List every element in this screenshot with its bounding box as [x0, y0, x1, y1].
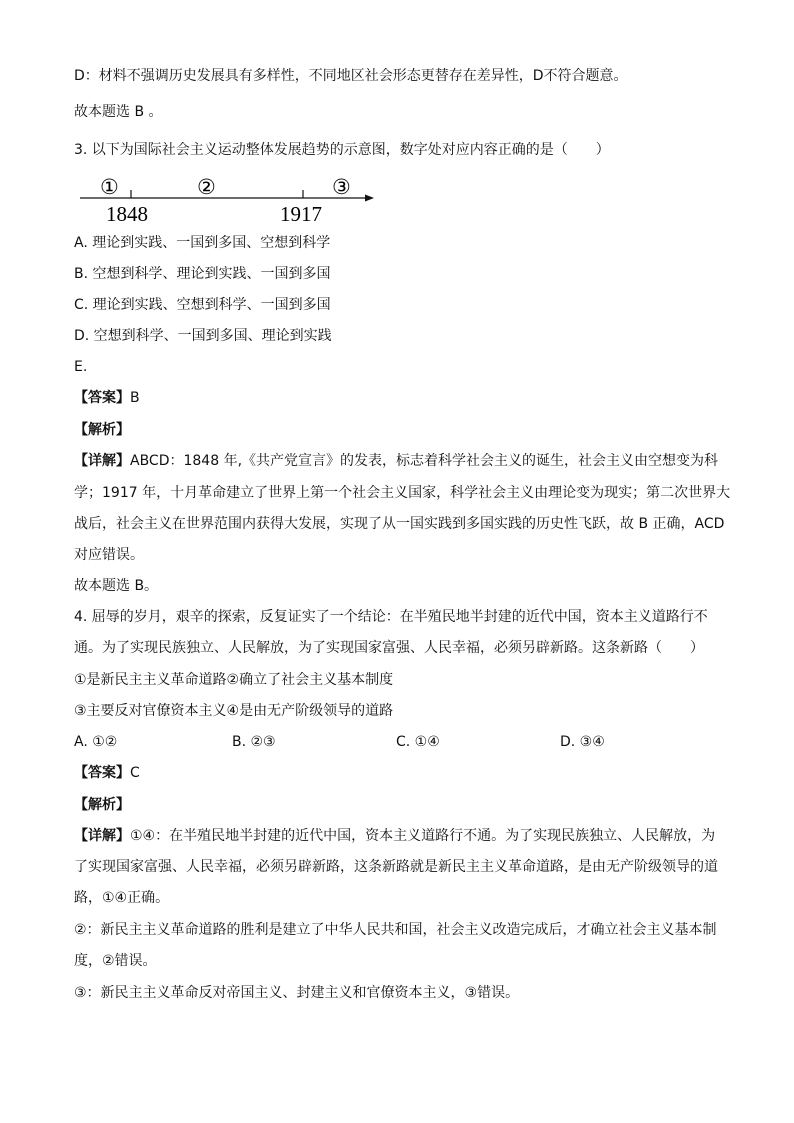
- q4-options: [74, 732, 714, 752]
- q3-analysis-label: 【解析】: [74, 422, 130, 438]
- q3-option-a: A. 理论到实践、一国到多国、空想到科学: [74, 235, 331, 251]
- q4-explain-3: ③：新民主主义革命反对帝国主义、封建主义和官僚资本主义，③错误。: [74, 985, 520, 1001]
- detail-text: ABCD：1848 年,《共产党宣言》的发表，标志着科学社会主义的诞生，社会主义由空想变为科: [130, 453, 719, 469]
- q2-option-d-explanation: D：材料不强调历史发展具有多样性，不同地区社会形态更替存在差异性，D不符合题意。: [74, 68, 628, 84]
- timeline-diagram: [78, 172, 388, 226]
- q4-analysis-label: 【解析】: [74, 797, 130, 813]
- marker-2: ②: [197, 175, 216, 199]
- detail-label: 【详解】: [74, 828, 130, 844]
- marker-3: ③: [332, 175, 351, 199]
- q3-detail-line-2: 学；1917 年，十月革命建立了世界上第一个社会主义国家，科学社会主义由理论变为现实；第二次世界大: [74, 485, 731, 501]
- q4-statements-1: ①是新民主主义革命道路②确立了社会主义基本制度: [74, 672, 394, 688]
- q4-detail-line-3: 路，①④正确。: [74, 890, 170, 906]
- year-1917: 1917: [280, 202, 322, 226]
- q3-answer: [74, 388, 140, 408]
- q3-detail-line-4: 对应错误。: [74, 547, 144, 563]
- q2-conclusion: 故本题选 B 。: [74, 104, 163, 120]
- answer-label: 【答案】: [74, 390, 130, 406]
- q4-option-a: A. ①②: [74, 734, 118, 750]
- q4-explain-2-line-1: ②：新民主主义革命道路的胜利是建立了中华人民共和国，社会主义改造完成后，才确立社会主义基本制: [74, 922, 717, 938]
- q4-statements-2: ③主要反对官僚资本主义④是由无产阶级领导的道路: [74, 703, 394, 719]
- q4-stem-line-2: 通。为了实现民族独立、人民解放，为了实现国家富强、人民幸福，必须另辟新路。这条新路（ ）: [74, 640, 704, 656]
- q3-stem: 3. 以下为国际社会主义运动整体发展趋势的示意图，数字处对应内容正确的是（ ）: [74, 142, 610, 158]
- q4-detail-line-2: 了实现国家富强、人民幸福，必须另辟新路，这条新路就是新民主主义革命道路，是由无产阶级领导的道: [74, 859, 718, 875]
- answer-value: B: [130, 390, 140, 406]
- q3-option-c: C. 理论到实践、空想到科学、一国到多国: [74, 297, 331, 313]
- answer-label: 【答案】: [74, 765, 130, 781]
- marker-1: ①: [100, 175, 119, 199]
- q4-option-b: B. ②③: [232, 734, 276, 750]
- q3-detail-line-3: 战后，社会主义在世界范围内获得大发展，实现了从一国实践到多国实践的历史性飞跃，故 B 正确，ACD: [74, 516, 725, 532]
- q3-option-b: B. 空想到科学、理论到实践、一国到多国: [74, 266, 331, 282]
- answer-value: C: [130, 765, 140, 781]
- q4-explain-2-line-2: 度，②错误。: [74, 953, 157, 969]
- q3-detail-line-1: [74, 451, 718, 471]
- q4-stem-line-1: 4. 屈辱的岁月，艰辛的探索，反复证实了一个结论：在半殖民地半封建的近代中国，资本主义道路行不: [74, 609, 708, 625]
- q4-answer: [74, 763, 140, 783]
- q3-option-e: E.: [74, 359, 88, 375]
- timeline-arrow: [365, 195, 374, 202]
- q4-detail-line-1: [74, 826, 715, 846]
- detail-text: ①④：在半殖民地半封建的近代中国，资本主义道路行不通。为了实现民族独立、人民解放，为: [130, 828, 716, 844]
- q4-option-c: C. ①④: [396, 734, 440, 750]
- q4-option-d: D. ③④: [560, 734, 605, 750]
- q3-option-d: D. 空想到科学、一国到多国、理论到实践: [74, 328, 332, 344]
- year-1848: 1848: [106, 202, 148, 226]
- q3-conclusion: 故本题选 B。: [74, 578, 159, 594]
- detail-label: 【详解】: [74, 453, 130, 469]
